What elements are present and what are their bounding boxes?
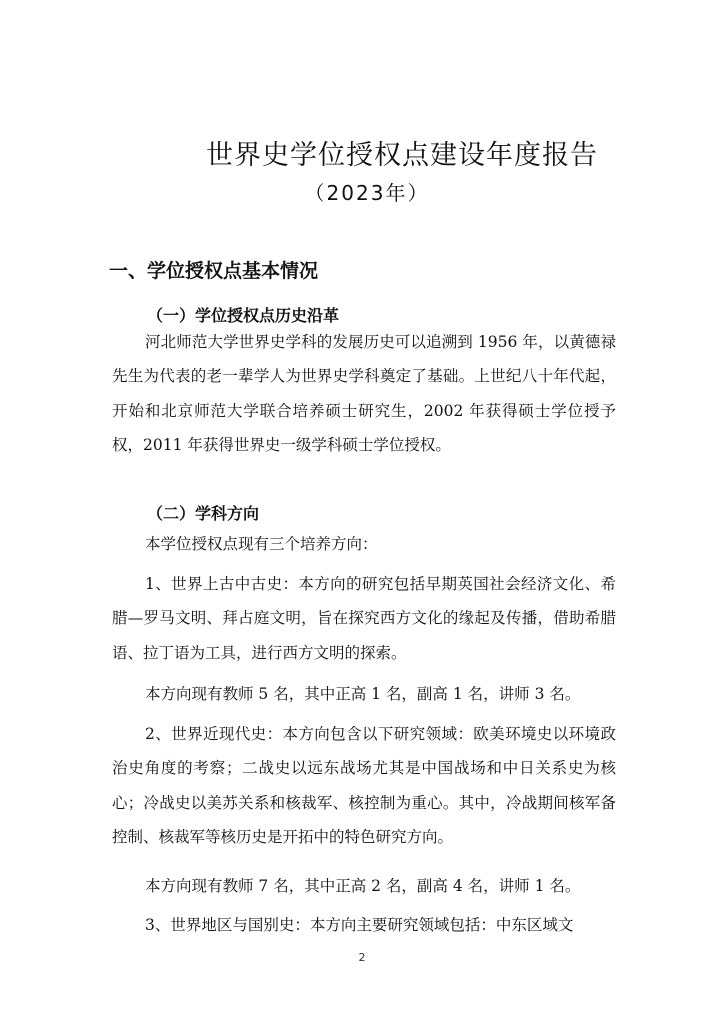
subsection-heading-history: （一）学位授权点历史沿革 (147, 306, 340, 325)
page-number: 2 (358, 951, 366, 964)
paragraph-direction-1-staff: 本方向现有教师 5 名，其中正高 1 名，副高 1 名，讲师 3 名。 (145, 685, 581, 703)
subsection-heading-directions: （二）学科方向 (147, 504, 260, 523)
section-heading-basic-info: 一、学位授权点基本情况 (109, 260, 319, 282)
paragraph-direction-2-staff: 本方向现有教师 7 名，其中正高 2 名，副高 4 名，讲师 1 名。 (145, 877, 581, 895)
paragraph-directions-intro: 本学位授权点现有三个培养方向： (145, 535, 378, 553)
report-year: （2023年） (304, 181, 430, 205)
paragraph-direction-1: 1、世界上古中古史：本方向的研究包括早期英国社会经济文化、希腊—罗马文明、拜占庭文明，旨在探究西方文化的缘起及传播，借助希腊语、拉丁语为工具，进行西方文明的探索。 (112, 575, 616, 662)
report-title: 世界史学位授权点建设年度报告 (206, 140, 598, 171)
paragraph-direction-2: 2、世界近现代史：本方向包含以下研究领域：欧美环境史以环境政治史角度的考察；二战史以远东战场尤其是中国战场和中日关系史为核心；冷战史以美苏关系和核裁军、核控制为重心。其中，冷战期间核军备控制、核裁军等核历史是开拓中的特色研究方向。 (112, 725, 616, 846)
paragraph-direction-3: 3、世界地区与国别史：本方向主要研究领域包括：中东区域文 (145, 916, 574, 934)
paragraph-history: 河北师范大学世界史学科的发展历史可以追溯到 1956 年，以黄德禄先生为代表的老一辈学人为世界史学科奠定了基础。上世纪八十年代起，开始和北京师范大学联合培养硕士研究生，2002 年获得硕士学位授予权，2011 年获得世界史一级学科硕士学位授权。 (112, 333, 616, 454)
